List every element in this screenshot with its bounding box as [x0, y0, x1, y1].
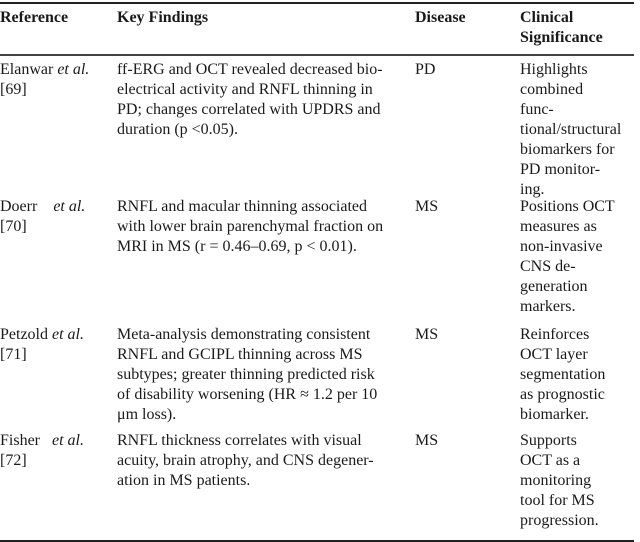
- table-row: [0, 321, 634, 427]
- significance-line: monitoring: [520, 471, 592, 489]
- disease-value: MS: [415, 325, 439, 343]
- reference-cell: [0, 197, 117, 321]
- reference-author-line: [0, 431, 117, 451]
- significance-line: biomarker.: [520, 405, 589, 423]
- table-row: [0, 56, 634, 198]
- significance-line: ing.: [520, 180, 545, 198]
- table-header-row: [0, 4, 634, 54]
- significance-line: CNS de-: [520, 257, 576, 275]
- significance-line: progression.: [520, 511, 599, 529]
- reference-author-line: [0, 60, 117, 80]
- reference-author-line: [0, 197, 117, 217]
- reference-etal: et al.: [52, 325, 84, 343]
- significance-line: combined: [520, 80, 584, 98]
- reference-cell: [0, 60, 117, 193]
- table-row: [0, 427, 634, 540]
- significance-line: OCT layer: [520, 345, 588, 363]
- significance-line: biomarkers for: [520, 140, 615, 158]
- disease-cell: [402, 431, 517, 540]
- reference-number: [72]: [0, 451, 27, 469]
- significance-line: Reinforces: [520, 325, 590, 343]
- reference-author-line: [0, 325, 117, 345]
- findings-line: subtypes; greater thinning predicted risk: [117, 365, 375, 383]
- disease-cell: [402, 197, 517, 321]
- significance-line: Highlights: [520, 60, 588, 78]
- significance-cell: [517, 60, 622, 198]
- significance-line: segmentation: [520, 365, 606, 383]
- findings-cell: [117, 197, 402, 321]
- findings-line: electrical activity and RNFL thinning in: [117, 80, 373, 98]
- findings-line: with lower brain parenchymal fraction on: [117, 217, 384, 235]
- reference-author: Fisher: [0, 431, 40, 449]
- significance-cell: [517, 325, 620, 427]
- header-key-findings: [117, 8, 402, 48]
- header-disease-label: Disease: [415, 9, 466, 26]
- reference-number: [69]: [0, 80, 27, 98]
- findings-line: RNFL and macular thinning associated: [117, 197, 368, 215]
- findings-cell: [117, 325, 402, 427]
- disease-cell: [402, 60, 517, 193]
- findings-line: PD; changes correlated with UPDRS and: [117, 100, 381, 118]
- findings-line: MRI in MS (r = 0.46–0.69, p < 0.01).: [117, 237, 357, 255]
- header-clinical-significance-line2: Significance: [520, 29, 603, 46]
- significance-line: tional/structural: [520, 120, 622, 138]
- findings-line: ation in MS patients.: [117, 471, 251, 489]
- significance-line: generation: [520, 277, 588, 295]
- findings-line: of disability worsening (HR ≈ 1.2 per 10: [117, 385, 378, 403]
- findings-line: duration (p <0.05).: [117, 120, 238, 138]
- findings-line: acuity, brain atrophy, and CNS degener-: [117, 451, 374, 469]
- findings-line: RNFL and GCIPL thinning across MS: [117, 345, 363, 363]
- findings-cell: [117, 60, 402, 193]
- header-reference: [0, 8, 117, 48]
- findings-line: RNFL thickness correlates with visual: [117, 431, 362, 449]
- significance-cell: [517, 197, 620, 321]
- findings-line: Meta-analysis demonstrating consistent: [117, 325, 371, 343]
- significance-line: func-: [520, 100, 554, 118]
- header-clinical-significance-line1: Clinical: [520, 9, 574, 26]
- reference-author: Elanwar: [0, 60, 54, 78]
- significance-line: as prognostic: [520, 385, 605, 403]
- header-reference-label: Reference: [0, 9, 69, 26]
- significance-line: Positions OCT: [520, 197, 615, 215]
- reference-etal: et al.: [53, 197, 86, 215]
- reference-cell: [0, 325, 117, 427]
- significance-line: measures as: [520, 217, 597, 235]
- header-clinical-significance: [517, 8, 620, 48]
- reference-number: [70]: [0, 217, 27, 235]
- header-disease: [402, 8, 517, 48]
- header-key-findings-label: Key Findings: [117, 9, 209, 26]
- bottom-rule: [0, 540, 634, 542]
- findings-line: μm loss).: [117, 405, 177, 423]
- findings-line: ff-ERG and OCT revealed decreased bio-: [117, 60, 383, 78]
- significance-line: non-invasive: [520, 237, 603, 255]
- reference-author: Petzold: [0, 325, 48, 343]
- significance-line: OCT as a: [520, 451, 581, 469]
- reference-etal: et al.: [57, 60, 90, 78]
- disease-value: MS: [415, 197, 439, 215]
- significance-line: markers.: [520, 297, 576, 315]
- findings-cell: [117, 431, 402, 540]
- reference-etal: et al.: [52, 431, 84, 449]
- significance-line: tool for MS: [520, 491, 595, 509]
- reference-cell: [0, 431, 117, 540]
- reference-number: [71]: [0, 345, 27, 363]
- findings-table: [0, 2, 634, 542]
- disease-cell: [402, 325, 517, 427]
- disease-value: MS: [415, 431, 439, 449]
- significance-line: PD monitor-: [520, 160, 601, 178]
- disease-value: PD: [415, 60, 436, 78]
- table-row: [0, 193, 634, 321]
- reference-author: Doerr: [0, 197, 38, 215]
- significance-line: Supports: [520, 431, 577, 449]
- significance-cell: [517, 431, 620, 540]
